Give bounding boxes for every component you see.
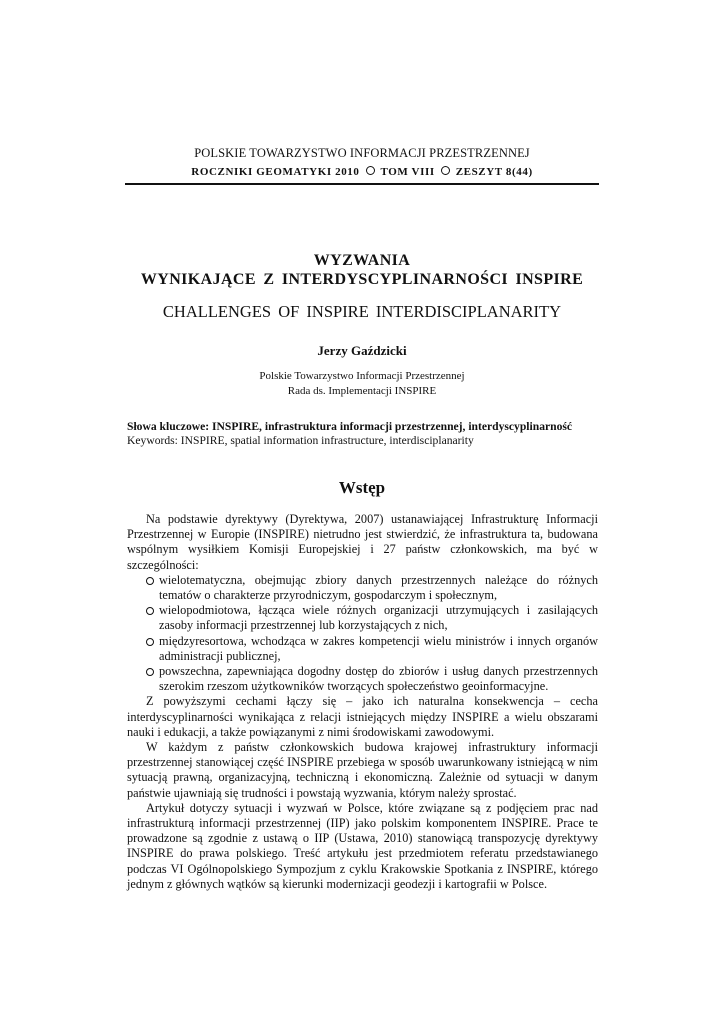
intro-paragraph: Na podstawie dyrektywy (Dyrektywa, 2007) ustanawiającej Infrastrukturę Informacji Przestrzennej w Europie (INSPIRE) nietrudno jest stwierdzić, że infrastruktura ta, budowana wspólnym wysiłkiem Komisji Europejskiej i 27 państw członkowskich, ma być w szczególności: (127, 512, 598, 572)
circle-bullet-icon (146, 607, 154, 615)
title-line-1: WYZWANIA (313, 252, 411, 269)
header-rule (125, 183, 599, 185)
author-affiliation-2: Rada ds. Implementacji INSPIRE (287, 385, 437, 397)
list-item-text: wielotematyczna, obejmując zbiory danych przestrzennych należące do różnych tematów o charakterze przyrodniczym, gospodarczym i społecznym, (159, 572, 598, 603)
title-line-2: WYNIKAJĄCE Z INTERDYSCYPLINARNOŚCI INSPIRE (140, 271, 584, 288)
english-title: CHALLENGES OF INSPIRE INTERDISCIPLANARITY (162, 302, 562, 321)
keywords-polish: Słowa kluczowe: INSPIRE, infrastruktura informacji przestrzennej, interdyscyplinarność (127, 420, 573, 433)
list-item (146, 634, 598, 664)
list-item (146, 573, 598, 603)
journal-line (125, 166, 599, 178)
circle-bullet-icon (146, 638, 154, 646)
circle-bullet-icon (146, 668, 154, 676)
journal-volume: TOM VIII (380, 166, 435, 178)
journal-issue: ZESZYT 8(44) (455, 166, 533, 178)
list-item-text: wielopodmiotowa, łącząca wiele różnych organizacji utrzymujących i zasilających zasoby informacji przestrzennej lub korzystających z nich, (159, 603, 598, 633)
list-item-text: międzyresortowa, wchodząca w zakres kompetencji wielu ministrów i innych organów administracji publicznej, (159, 633, 598, 663)
author-name: Jerzy Gaździcki (317, 343, 407, 358)
section-heading: Wstęp (338, 478, 386, 497)
keywords-english: Keywords: INSPIRE, spatial information infrastructure, interdisciplanarity (127, 434, 474, 447)
body-text (127, 512, 598, 892)
paragraph-interdisciplinarity: Z powyższymi cechami łączy się – jako ich naturalna konsekwencja – cecha interdyscyplinarności wynikająca z relacji istniejących między INSPIRE a wielu obszarami nauki i edukacji, a także powiązanymi z nimi środowiskami zawodowymi. (127, 694, 598, 739)
circle-bullet-icon (441, 166, 450, 175)
author-affiliation-1: Polskie Towarzystwo Informacji Przestrzennej (259, 370, 465, 382)
journal-title: ROCZNIKI GEOMATYKI 2010 (191, 166, 360, 178)
list-item-text: powszechna, zapewniająca dogodny dostęp do zbiorów i usług danych przestrzennych szerokim rzeszom użytkowników tworzących społeczeństwo geoinformacyjne. (159, 664, 598, 694)
circle-bullet-icon (366, 166, 375, 175)
circle-bullet-icon (146, 577, 154, 585)
society-name: POLSKIE TOWARZYSTWO INFORMACJI PRZESTRZENNEJ (194, 146, 530, 160)
feature-list (127, 573, 598, 695)
list-item (146, 664, 598, 694)
paragraph-article-scope: Artykuł dotyczy sytuacji i wyzwań w Polsce, które związane są z podjęciem prac nad infrastrukturą informacji przestrzennej (IIP) jako polskim komponentem INSPIRE. Prace te prowadzone są zgodnie z ustawą o IIP (Ustawa, 2010) stanowiącą transpozycję dyrektywy INSPIRE do prawa polskiego. Treść artykułu jest przedmiotem referatu przedstawianego podczas VI Ogólnopolskiego Sympozjum z cyklu Krakowskie Spotkania z INSPIRE, którego jednym z głównych wątków są kierunki modernizacji geodezji i kartografii w Polsce. (127, 800, 598, 891)
paragraph-member-states: W każdym z państw członkowskich budowa krajowej infrastruktury informacji przestrzennej stanowiącej część INSPIRE przebiega w sposób uwarunkowany istniejącą w nim sytuacją prawną, organizacyjną, techniczną i ekonomiczną. Zależnie od sytuacji w danym państwie ujawniają się trudności i powstają wyzwania, którym należy sprostać. (127, 740, 598, 800)
list-item (146, 603, 598, 633)
